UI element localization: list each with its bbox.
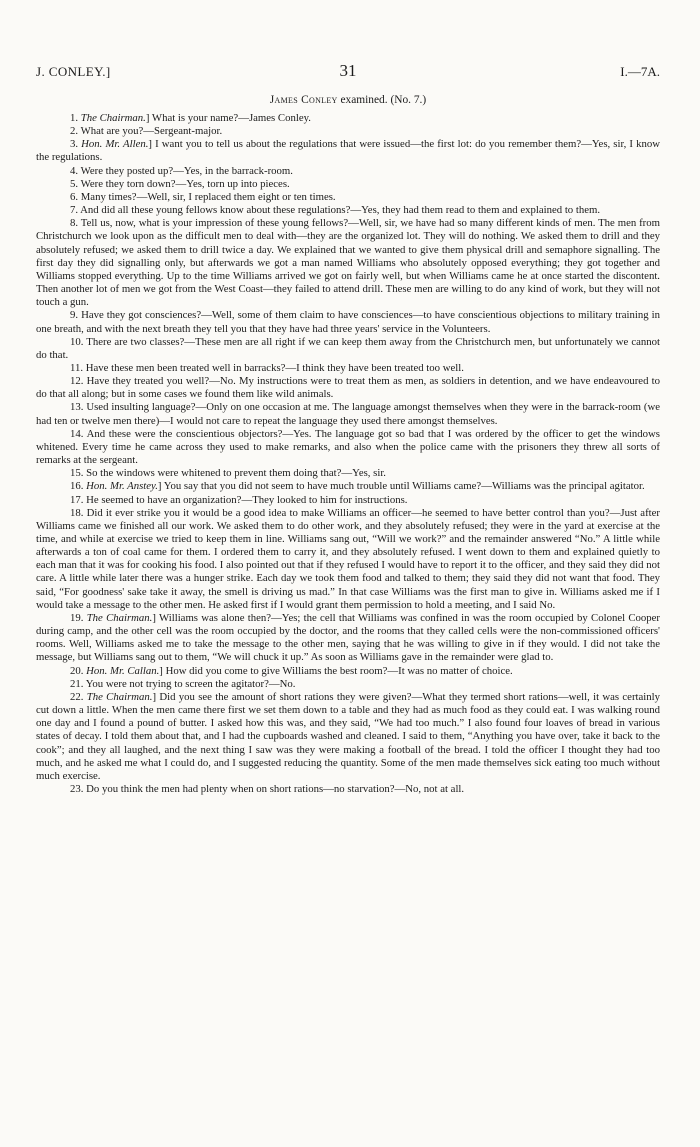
testimony-paragraph — [36, 112, 660, 125]
paragraph-text: Tell us, now, what is your impression of these young fellows?—Well, sir, we have had so many different kinds of men. The men from Christchurch we look upon as the difficult men to deal with—they are the organized lot. They will do nothing. We asked them to drill and they absolutely refused; we asked them to drill twice a day. We explained that we wanted to give them physical drill and semaphore signalling. The first day they did signalling only, but afterwards we got a man named Williams who absolutely opposed everything; they got together and Williams stopped everything. Up to the time Williams arrived we got on fairly well, but when Williams came he at once started the discontent. Then another lot of men we got from the West Coast—they failed to attend drill. These men are willing to do any kind of work, but they will not touch a gun. — [36, 217, 660, 309]
testimony-paragraph — [36, 217, 660, 309]
question-number: 5. — [70, 177, 81, 190]
testimony-paragraph — [36, 480, 660, 493]
testimony-paragraph — [36, 309, 660, 335]
question-number: 4. — [70, 164, 81, 177]
testimony-paragraph — [36, 691, 660, 783]
question-number: 14. — [70, 427, 87, 440]
question-number: 7. — [70, 204, 81, 217]
section-title — [36, 94, 660, 106]
header-paper-reference: I.—7A. — [620, 64, 660, 79]
question-number: 21. — [70, 677, 86, 690]
testimony-paragraph — [36, 428, 660, 467]
page-number: 31 — [339, 61, 357, 80]
speaker-name: The Chairman. — [86, 611, 153, 624]
question-number: 18. — [70, 506, 87, 519]
speaker-name: Hon. Mr. Anstey. — [86, 480, 158, 493]
question-number: 13. — [70, 401, 87, 414]
question-number: 22. — [70, 690, 87, 703]
testimony-paragraph — [36, 783, 660, 796]
paragraph-text: He seemed to have an organization?—They looked to him for instructions. — [86, 493, 408, 506]
testimony-paragraph — [36, 178, 660, 191]
paragraph-text: Did it ever strike you it would be a good idea to make Williams an officer—he seemed to have better control than you?—Just after Williams came we finished all our work. We asked them to do other work, and they absolutely refused; they were in the yard at exercise at the time, and while at exercise we tried to keep them in line. Williams sang out, “Will we work?” and the remainder answered “No.” A little while afterwards a ton of coal came for them. I ordered them to carry it, and they absolutely refused. I went down to them and explained quietly to each man that it was for cooking his food. I also pointed out that if they refused I would have to report it to the officer, and they said they did not care. A little while later there was a hunger strike. Each day we took them food and talked to them; they said they did not want that food. They said, “For goodness' sake take it away, the smell is driving us mad.” In that case Williams was the first man to give in. Williams asked me if I would take a message to the other men. He asked first if I would grant them permission to hold a meeting, and I said No. — [36, 506, 660, 611]
speaker-name: The Chairman. — [86, 690, 153, 703]
paragraph-text: What are you?—Sergeant-major. — [80, 125, 223, 138]
section-title-rest: examined. (No. 7.) — [340, 94, 427, 106]
paragraph-text: Have these men been treated well in barracks?—I think they have been treated too well. — [85, 361, 464, 374]
speaker-name: Hon. Mr. Allen. — [81, 138, 149, 151]
paragraph-text: Were they torn down?—Yes, torn up into pieces. — [80, 177, 290, 190]
testimony-paragraph — [36, 125, 660, 138]
paragraph-text: Have they got consciences?—Well, some of them claim to have consciences—to have conscientious objections to military training in one breath, and with the next breath they tell you that they have had three years' service in the Volunteers. — [36, 309, 661, 335]
testimony-paragraph — [36, 336, 660, 362]
question-number: 17. — [70, 493, 87, 506]
paragraph-text: And did all these young fellows know about these regulations?—Yes, they had them read to them and explained to them. — [80, 204, 601, 217]
testimony-paragraph — [36, 401, 660, 427]
testimony-paragraph — [36, 507, 660, 612]
speaker-name: The Chairman. — [80, 112, 146, 124]
question-number: 9. — [70, 309, 82, 322]
question-number: 20. — [70, 664, 87, 677]
testimony-paragraph — [36, 665, 660, 678]
question-number: 2. — [70, 125, 81, 138]
paragraph-text: ] You say that you did not seem to have much trouble until Williams came?—Williams was the principal agitator. — [157, 480, 645, 493]
paragraph-text: ] How did you come to give Williams the best room?—It was no matter of choice. — [159, 664, 513, 677]
speaker-name: Hon. Mr. Callan. — [86, 664, 160, 677]
paragraph-text: And these were the conscientious objectors?—Yes. The language got so bad that I was ordered by the officer to get the windows whitened. Every time he came across they used to make remarks, and also when the police came with the prisoners they threw all sorts of remarks at the sergeant. — [36, 427, 660, 467]
question-number: 6. — [70, 190, 81, 203]
testimony-paragraph — [36, 375, 660, 401]
testimony-paragraph — [36, 138, 660, 164]
paragraph-text: ] What is your name?—James Conley. — [145, 112, 311, 124]
page-header — [36, 61, 660, 82]
question-number: 10. — [70, 335, 87, 348]
paragraph-text: So the windows were whitened to prevent them doing that?—Yes, sir. — [86, 467, 386, 480]
question-number: 16. — [70, 480, 87, 493]
paragraph-text: ] Williams was alone then?—Yes; the cell that Williams was confined in was the room occupied by Colonel Cooper during camp, and the other cell was the room occupied by the doctor, and the rooms that they called cells were the non-commissioned officers' rooms. Well, Williams asked me to take the message to the other men, saying that he was willing to give in if they would. I did not take the message, but Williams sang out to them, “We will chuck it up.” As soon as Williams gave in the remainder were glad to. — [36, 611, 661, 664]
testimony-paragraph — [36, 204, 660, 217]
testimony-paragraph — [36, 612, 660, 665]
paragraph-text: There are two classes?—These men are all right if we can keep them away from the Christchurch men, but unfortunately we cannot do that. — [36, 335, 660, 361]
question-number: 23. — [70, 782, 87, 795]
testimony-paragraph — [36, 165, 660, 178]
paragraph-text: Do you think the men had plenty when on short rations—no starvation?—No, not at all. — [86, 782, 465, 795]
paragraph-text: Used insulting language?—Only on one occasion at me. The language amongst themselves when they were in the barrack-room (we had ten or twelve men there)—I would not care to repeat the language they used there amongst themselves. — [36, 401, 661, 427]
question-number: 19. — [70, 611, 87, 624]
paragraph-text: ] I want you to tell us about the regulations that were issued—the first lot: do you remember them?—Yes, sir, I know the regulations. — [36, 138, 660, 164]
question-number: 8. — [70, 217, 81, 230]
question-number: 12. — [70, 375, 87, 388]
question-number: 11. — [70, 361, 86, 374]
question-number: 1. — [70, 112, 81, 124]
paragraph-text: ] Did you see the amount of short rations they were given?—What they termed short rations—well, it was certainly cut down a little. When the men came there first we set them down to a table and they had as much food as they could eat. I was walking round one day and I found a pound of butter. I asked how this was, and they said, “We had too much.” I also found four loaves of bread in various states of decay. I told them about that, and I had the cupboards washed and cleaned. I said to them, “Anything you have over, take it back to the cook”; and they all laughed, and the next thing I saw was they were making a football of the bread. I told the officer I thought they had too much, and he asked me what I could do, and I suggested reducing the quantity. Some of the men made themselves sick eating too much without much exercise. — [36, 690, 661, 782]
paragraph-text: Many times?—Well, sir, I replaced them eight or ten times. — [80, 190, 336, 203]
testimony-body — [36, 112, 660, 796]
testimony-paragraph — [36, 678, 660, 691]
paragraph-text: Have they treated you well?—No. My instructions were to treat them as men, as soldiers in detention, and we have endeavoured to do that all along; but in some cases we found them like wild animals. — [36, 375, 661, 401]
testimony-paragraph — [36, 191, 660, 204]
paragraph-text: You were not trying to screen the agitator?—No. — [85, 677, 296, 690]
header-witness-name: J. CONLEY.] — [36, 64, 111, 79]
testimony-paragraph — [36, 467, 660, 480]
testimony-paragraph — [36, 494, 660, 507]
paragraph-text: Were they posted up?—Yes, in the barrack-room. — [80, 164, 293, 177]
question-number: 15. — [70, 467, 87, 480]
question-number: 3. — [70, 138, 82, 151]
testimony-paragraph — [36, 362, 660, 375]
witness-name: James Conley — [269, 94, 338, 106]
